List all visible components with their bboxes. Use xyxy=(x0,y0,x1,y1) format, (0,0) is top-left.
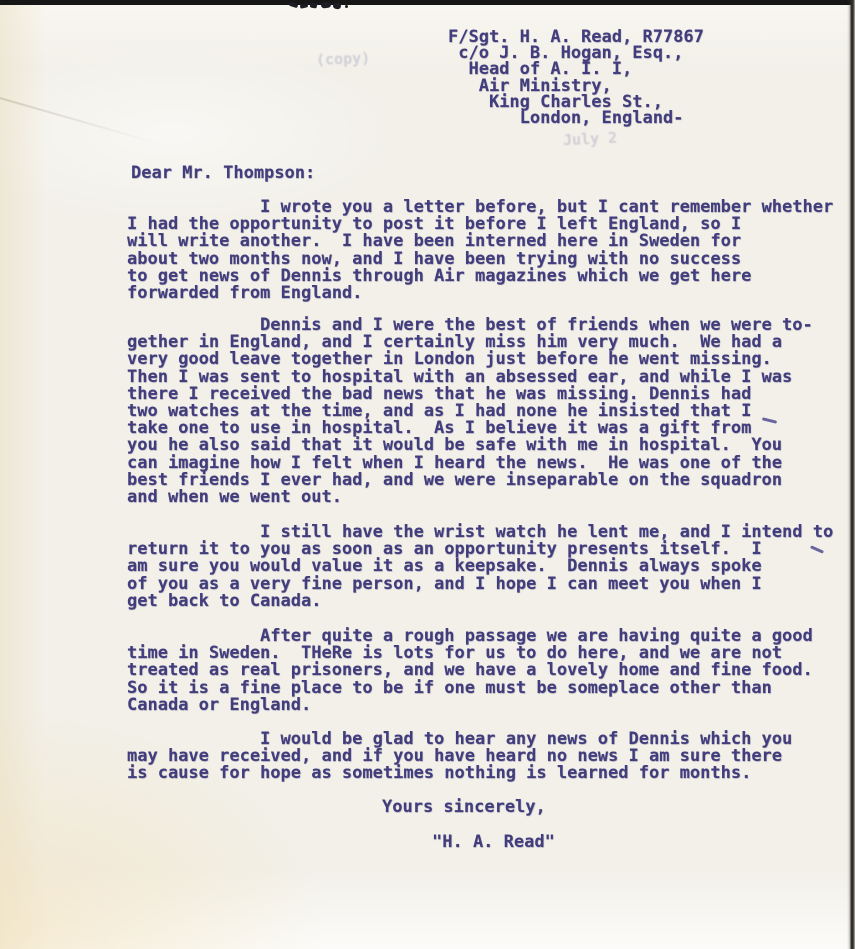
paragraph-4: After quite a rough passage we are having quite a good time in Sweden. THeRe is lots for us to do here, and we are not treated as real prisoners, and we have a lovely home and fine food. So it is a fine place to be if one must be someplace other than Canada or England. xyxy=(127,626,813,715)
cutoff-handwriting-mark xyxy=(310,2,318,8)
paper-crease xyxy=(0,95,155,144)
cutoff-handwriting-mark xyxy=(321,1,332,8)
paragraph-1: I wrote you a letter before, but I cant remember whether I had the opportunity to post it before I left England, so I will write another. I have been interned here in Sweden for about two months now, and I have been trying with no success to get news of Dennis through Air magazines which we get here forwarded from England. xyxy=(127,197,834,304)
scan-right-edge xyxy=(847,0,855,949)
cutoff-handwriting-mark xyxy=(345,5,348,8)
closing-line: Yours sincerely, xyxy=(382,797,546,817)
signature: "H. A. Read" xyxy=(432,832,555,852)
paragraph-3: I still have the wrist watch he lent me, and I intend to return it to you as soon as an opportunity presents itself. I am sure you would value it as a keepsake. Dennis always spoke of you as a very fine person, and I hope I can meet you when I get back to Canada. xyxy=(127,522,834,611)
cutoff-handwriting-mark xyxy=(300,3,309,9)
salutation: Dear Mr. Thompson: xyxy=(131,163,316,183)
ghost-date-bleedthrough: July 2 xyxy=(562,128,618,150)
paragraph-5: I would be glad to hear any news of Dennis which you may have received, and if you have heard no news I am sure there is cause for hope as sometimes nothing is learned for months. xyxy=(127,729,793,784)
scan-top-edge xyxy=(0,0,855,5)
paragraph-2: Dennis and I were the best of friends when we were to- gether in England, and I certainly miss him very much. We had a very good leave together in London just before he went missing. Then I was sent to hospital with an absessed ear, and while I was there I received the bad news that he was missing. Dennis had two watches at the time, and as I had none he insisted that I take one to use in hospital. As I believe it was a gift from you he also said that it would be safe with me in hospital. You can imagine how I felt when I heard the news. He was one of the best friends I ever had, and we were inseparable on the squadron and when we went out. xyxy=(127,315,813,508)
cutoff-handwriting-mark xyxy=(333,2,342,9)
ghost-copy-bleedthrough: (copy) xyxy=(315,49,371,69)
sender-address-block: F/Sgt. H. A. Read, R77867 c/o J. B. Hogan, Esq., Head of A. I. I, Air Ministry, King Charles St., London, England- xyxy=(448,27,704,129)
